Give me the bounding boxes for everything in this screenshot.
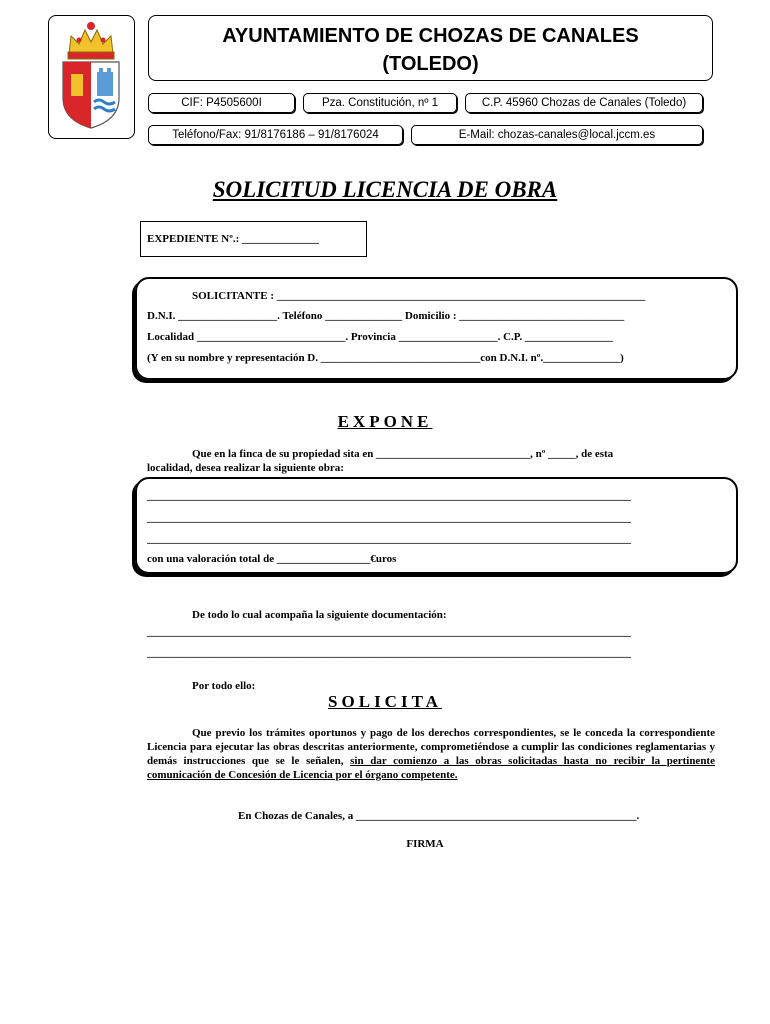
- expone-heading: EXPONE: [337, 412, 433, 431]
- representacion-line: (Y en su nombre y representación D. _____________________________con D.N.I. nº.______________): [147, 352, 624, 364]
- solicita-heading: SOLICITA: [328, 692, 442, 711]
- header-title-box: [148, 15, 713, 81]
- por-todo-label: Por todo ello:: [192, 680, 256, 692]
- firma-label: FIRMA: [406, 838, 444, 850]
- email-box: E-Mail: chozas-canales@local.jccm.es: [411, 125, 703, 145]
- cif-box: CIF: P4505600I: [148, 93, 295, 113]
- expone-paragraph-line2: localidad, desea realizar la siguiente obra:: [147, 462, 344, 474]
- obra-blank-line-3: ________________________________________________________________________________________: [147, 533, 631, 545]
- documentacion-blank-line-1: ________________________________________________________________________________________: [147, 626, 631, 638]
- valoracion-line: con una valoración total de _________________€uros: [147, 553, 397, 565]
- solicitante-line: SOLICITANTE : ___________________________________________________________________: [192, 290, 646, 302]
- header-title: AYUNTAMIENTO DE CHOZAS DE CANALES: [222, 25, 639, 47]
- documentacion-label: De todo lo cual acompaña la siguiente documentación:: [192, 609, 447, 621]
- solicita-condition-text: sin dar comienzo a las obras solicitadas hasta no recibir la pertinente comunicación de Concesión de Licencia por el órgano competente.: [147, 755, 715, 781]
- expediente-box: EXPEDIENTE Nº.: ______________: [140, 221, 367, 257]
- header-subtitle: (TOLEDO): [382, 53, 479, 75]
- coat-of-arms-icon: [49, 16, 134, 138]
- fecha-line: En Chozas de Canales, a ___________________________________________________.: [238, 810, 640, 822]
- obra-blank-line-1: ________________________________________________________________________________________: [147, 490, 631, 502]
- coat-of-arms-frame: [48, 15, 135, 139]
- document-title: SOLICITUD LICENCIA DE OBRA: [212, 177, 558, 202]
- postal-box: C.P. 45960 Chozas de Canales (Toledo): [465, 93, 703, 113]
- solicita-paragraph: [147, 726, 715, 782]
- documentacion-blank-line-2: ________________________________________________________________________________________: [147, 647, 631, 659]
- address-box: Pza. Constitución, nº 1: [303, 93, 457, 113]
- phone-box: Teléfono/Fax: 91/8176186 – 91/8176024: [148, 125, 403, 145]
- expone-paragraph-line1: Que en la finca de su propiedad sita en ____________________________, nº _____, de esta: [192, 448, 614, 460]
- localidad-line: Localidad ___________________________. Provincia __________________. C.P. ________________: [147, 331, 613, 343]
- dni-line: D.N.I. __________________. Teléfono ______________ Domicilio : ______________________________: [147, 310, 625, 322]
- obra-blank-line-2: ________________________________________________________________________________________: [147, 512, 631, 524]
- solicita-text: Que previo los trámites oportunos y pago de los derechos correspondientes, se le conceda la correspondiente Licencia para ejecutar las obras descritas anteriormente, comprometiéndose a cumplir las condiciones reglamentarias y demás instrucciones que se le señalen,: [147, 727, 715, 767]
